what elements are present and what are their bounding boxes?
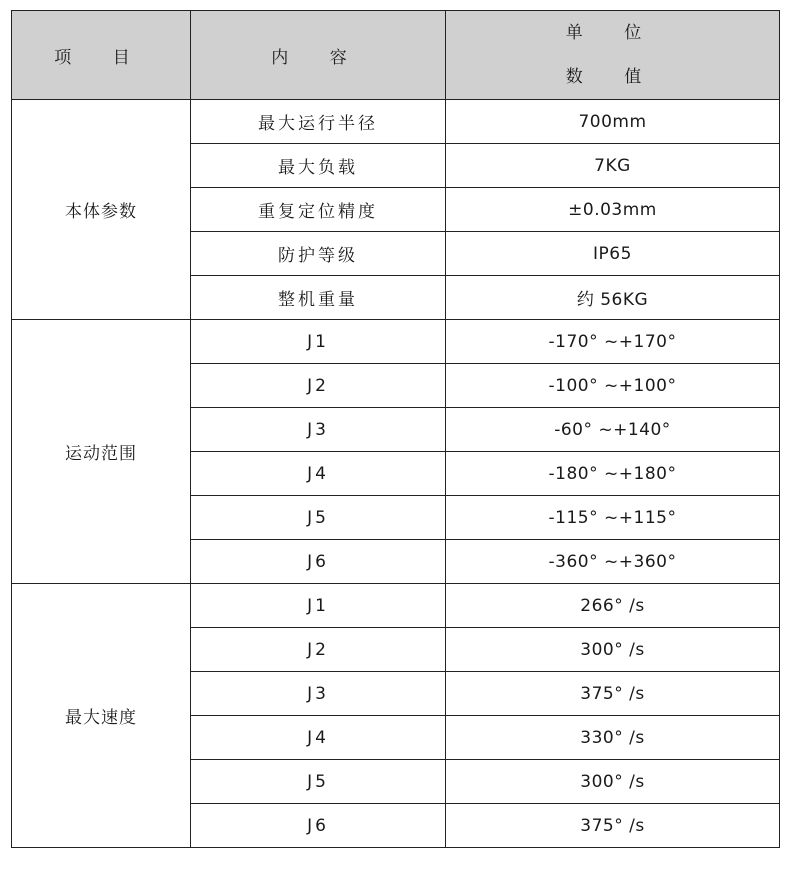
header-unit-value	[446, 11, 780, 100]
row-value: IP65	[446, 232, 780, 276]
row-value: 375° /s	[446, 672, 780, 716]
row-value: -180° ~+180°	[446, 452, 780, 496]
table-row	[12, 584, 780, 628]
header-unit: 单 位	[565, 23, 660, 43]
row-value: 约 56KG	[446, 276, 780, 320]
table-row	[12, 320, 780, 364]
row-value: 300° /s	[446, 628, 780, 672]
row-item: J1	[191, 320, 446, 364]
row-value: -360° ~+360°	[446, 540, 780, 584]
row-value: 7KG	[446, 144, 780, 188]
row-value: -60° ~+140°	[446, 408, 780, 452]
row-item: J1	[191, 584, 446, 628]
row-item: J4	[191, 452, 446, 496]
row-item: 最大负载	[191, 144, 446, 188]
row-item: 重复定位精度	[191, 188, 446, 232]
row-value: 330° /s	[446, 716, 780, 760]
row-value: -170° ~+170°	[446, 320, 780, 364]
row-item: J5	[191, 496, 446, 540]
row-value: -100° ~+100°	[446, 364, 780, 408]
header-item: 项 目	[12, 11, 191, 100]
row-item: J6	[191, 540, 446, 584]
row-item: J5	[191, 760, 446, 804]
row-value: -115° ~+115°	[446, 496, 780, 540]
group-label: 最大速度	[12, 584, 191, 848]
row-value: 375° /s	[446, 804, 780, 848]
row-item: 防护等级	[191, 232, 446, 276]
group-label: 运动范围	[12, 320, 191, 584]
group-label: 本体参数	[12, 100, 191, 320]
row-item: J2	[191, 628, 446, 672]
row-item: 最大运行半径	[191, 100, 446, 144]
row-value: ±0.03mm	[446, 188, 780, 232]
row-item: J3	[191, 408, 446, 452]
row-item: 整机重量	[191, 276, 446, 320]
row-value: 300° /s	[446, 760, 780, 804]
row-value: 700mm	[446, 100, 780, 144]
row-item: J3	[191, 672, 446, 716]
header-content: 内 容	[191, 11, 446, 100]
row-item: J4	[191, 716, 446, 760]
row-item: J2	[191, 364, 446, 408]
header-row	[12, 11, 780, 100]
row-item: J6	[191, 804, 446, 848]
row-value: 266° /s	[446, 584, 780, 628]
header-value: 数 值	[565, 67, 660, 87]
spec-table	[11, 10, 780, 848]
table-row	[12, 100, 780, 144]
spec-body	[12, 100, 780, 848]
